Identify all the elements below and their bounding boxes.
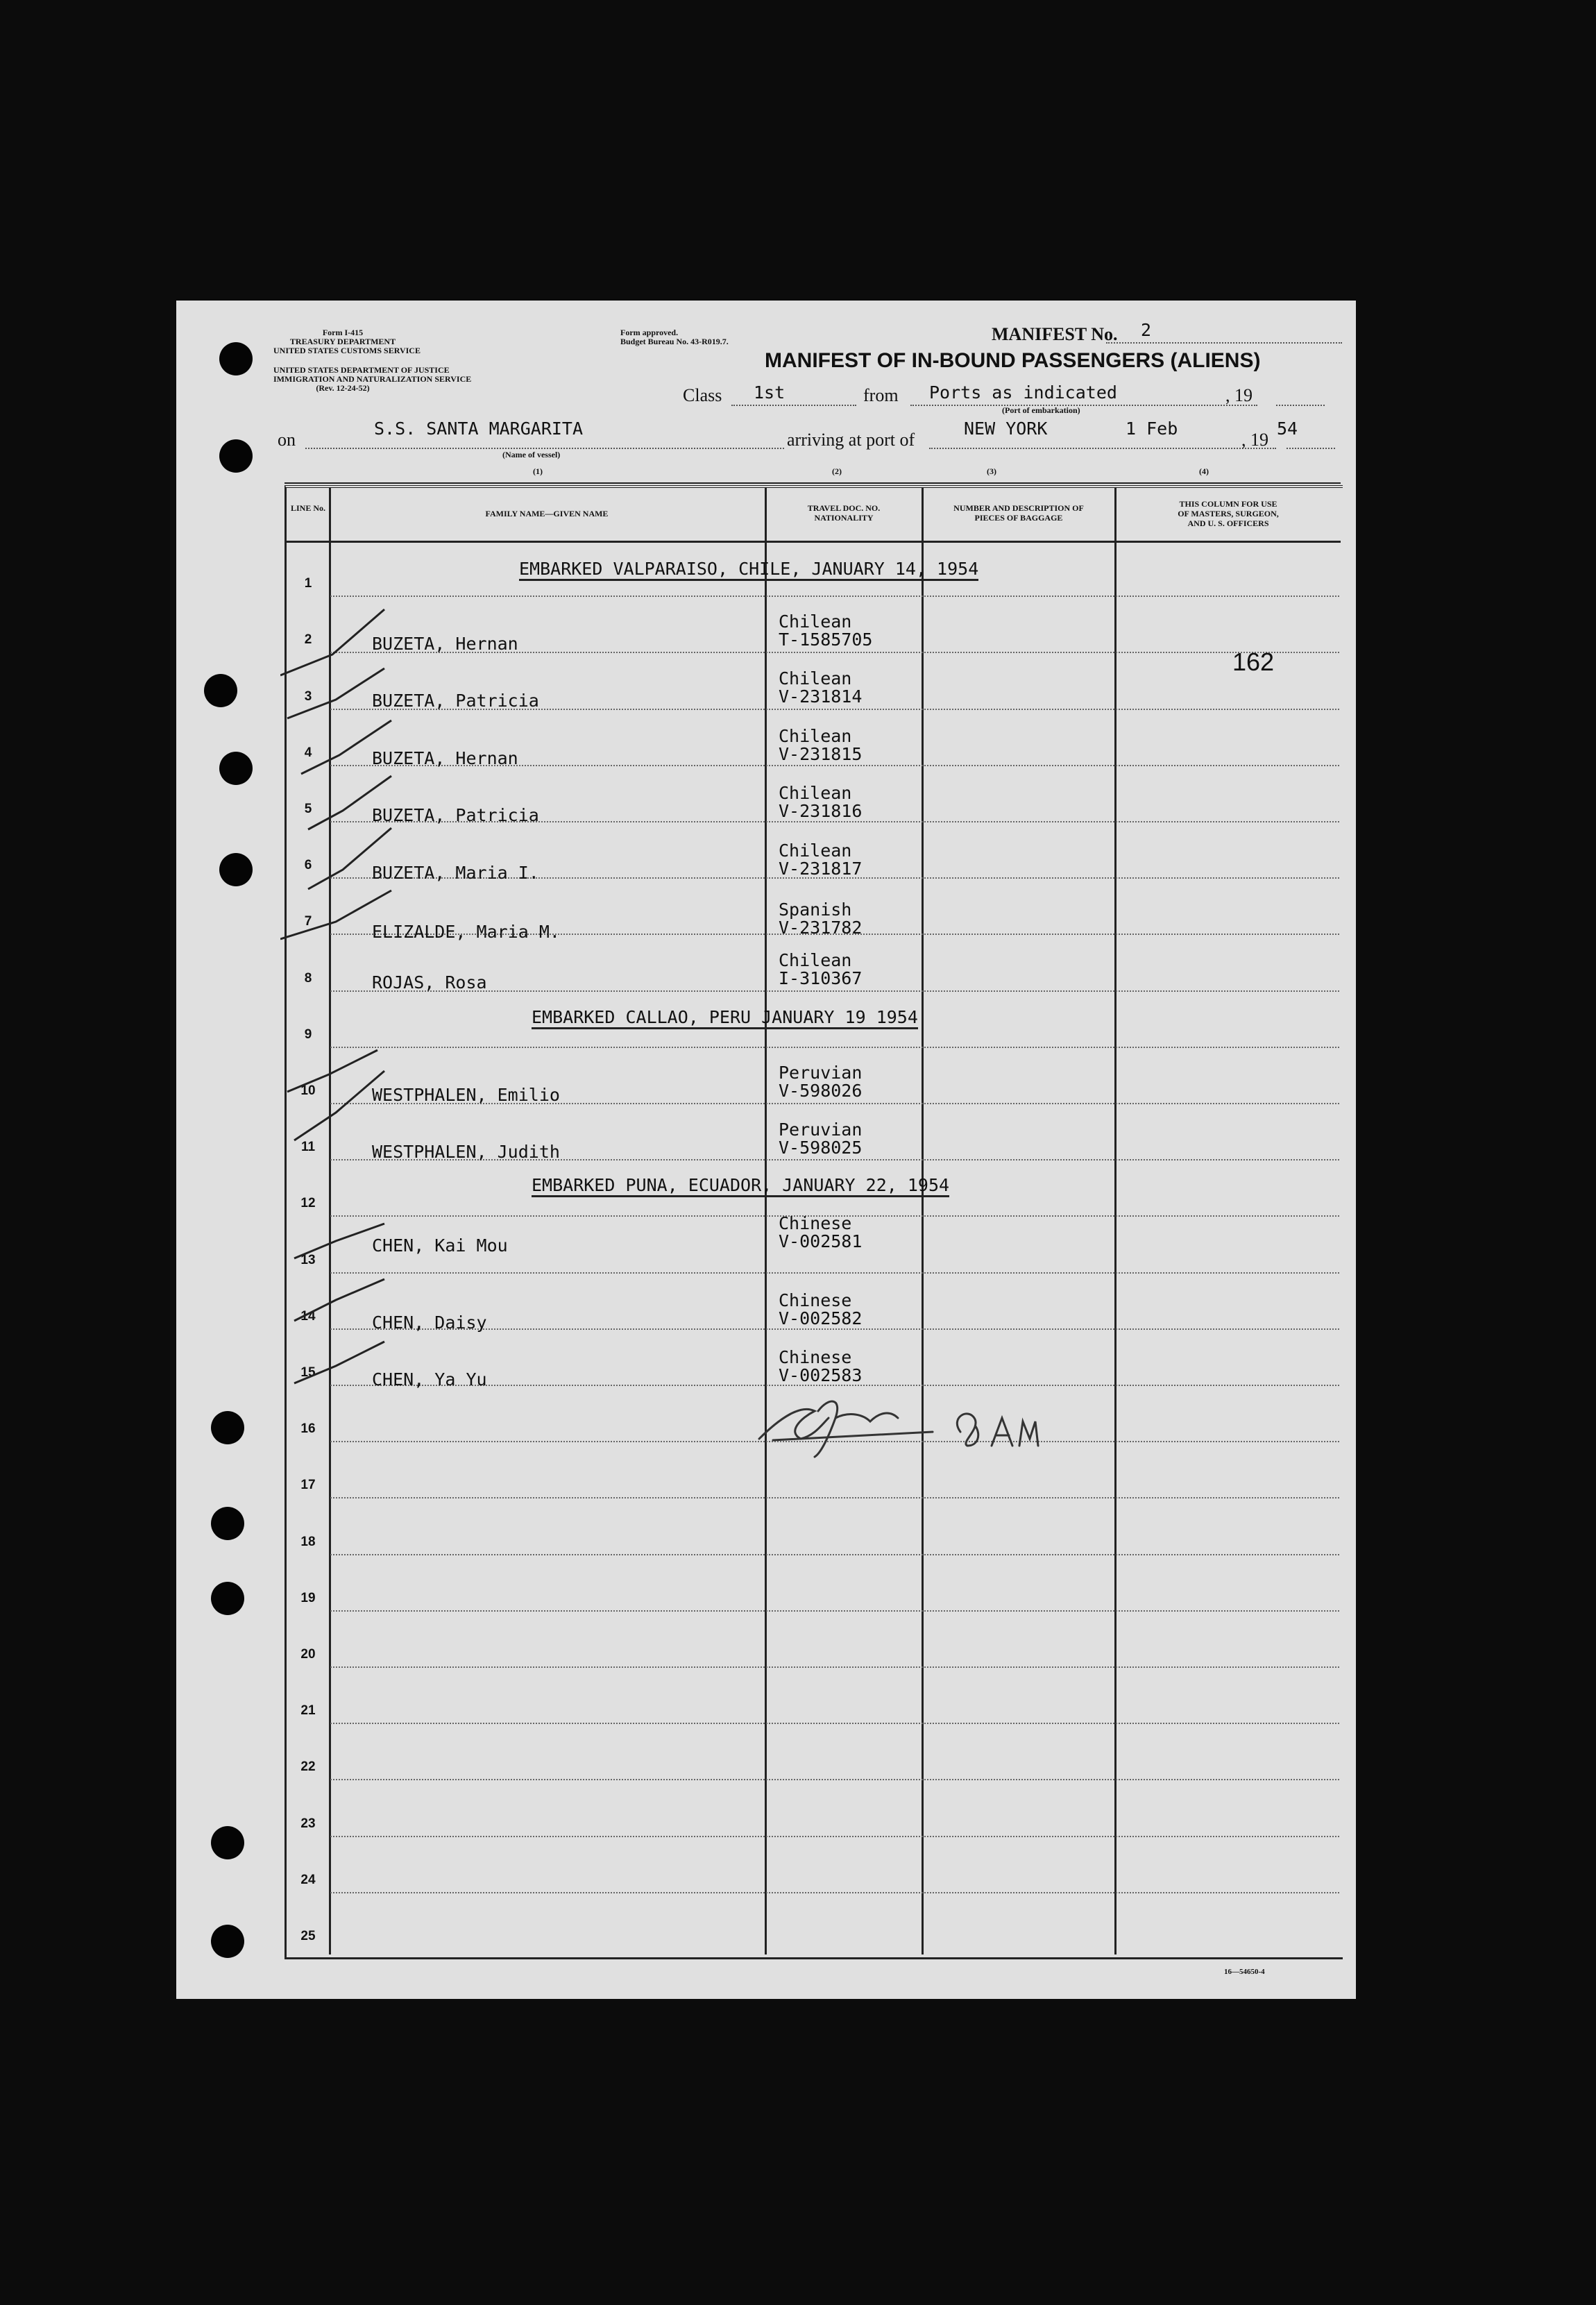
passenger-travel-doc: V-598025 [779,1138,863,1158]
budget-approval [620,328,729,346]
justice-block [273,365,472,393]
line-number: 19 [300,1590,316,1605]
line-number: 20 [300,1647,316,1662]
embarked-heading: EMBARKED VALPARAISO, CHILE, JANUARY 14, 1954 [519,559,978,581]
row-separator [330,596,1339,597]
header-rule [285,541,1341,543]
justice-dept: UNITED STATES DEPARTMENT OF JUSTICE [273,365,450,375]
passenger-name: CHEN, Kai Mou [372,1235,508,1256]
passenger-nationality: Chilean [779,783,852,803]
revision-date: (Rev. 12-24-52) [316,383,370,393]
line-number: 1 [304,576,312,591]
header-line-no: LINE No. [290,503,325,513]
footer-code: 16—54650-4 [1224,1968,1265,1976]
passenger-travel-doc: T-1585705 [779,630,873,650]
header-travel-doc [766,503,922,523]
manifest-number: 2 [1141,320,1152,340]
year-line-1 [1276,405,1325,406]
passenger-nationality: Peruvian [779,1120,863,1140]
passenger-nationality: Chinese [779,1213,852,1233]
line-number: 6 [304,858,312,873]
passenger-name: WESTPHALEN, Emilio [372,1085,560,1105]
header-officers-line2: OF MASTERS, SURGEON, [1178,509,1279,518]
passenger-travel-doc: V-231816 [779,801,863,821]
passenger-nationality: Chinese [779,1347,852,1367]
header-name: FAMILY NAME—GIVEN NAME [485,509,609,518]
passenger-name: CHEN, Ya Yu [372,1369,487,1390]
line-number: 3 [304,689,312,704]
line-number: 17 [300,1478,316,1493]
row-separator [330,1047,1339,1048]
binder-hole [211,1925,244,1958]
line-number: 18 [300,1534,316,1549]
passenger-name: WESTPHALEN, Judith [372,1142,560,1162]
check-marks [280,1043,461,1474]
budget-bureau-no: Budget Bureau No. 43-R019.7. [620,337,729,346]
passenger-nationality: Chilean [779,611,852,632]
arrival-line [929,448,1276,449]
row-separator [330,1666,1339,1668]
class-label: Class [683,385,722,405]
passenger-travel-doc: I-310367 [779,968,863,988]
col-number-3: (3) [987,466,996,476]
row-separator [330,1723,1339,1724]
passenger-name: BUZETA, Patricia [372,691,539,711]
port-embarkation-caption: (Port of embarkation) [1002,405,1080,415]
embarked-heading: EMBARKED PUNA, ECUADOR, JANUARY 22, 1954 [532,1175,949,1197]
form-header-block [273,328,421,355]
line-number: 22 [300,1759,316,1775]
vessel-name: S.S. SANTA MARGARITA [374,419,584,439]
embarked-heading: EMBARKED CALLAO, PERU JANUARY 19 1954 [532,1007,918,1029]
form-number: Form I-415 [322,328,364,337]
line-number: 23 [300,1816,316,1831]
form-approved: Form approved. [620,328,679,337]
line-number: 14 [300,1308,316,1324]
vessel-caption: (Name of vessel) [502,450,561,459]
ins-service: IMMIGRATION AND NATURALIZATION SERVICE [273,374,472,384]
line-number: 16 [300,1421,316,1437]
line-number: 13 [300,1252,316,1267]
passenger-travel-doc: V-002581 [779,1231,863,1251]
line-number: 7 [304,914,312,929]
header-travel-doc-line2: NATIONALITY [814,513,874,523]
binder-hole [204,674,237,707]
col-number-4: (4) [1199,466,1209,476]
row-separator [330,1272,1339,1274]
line-number: 24 [300,1872,316,1887]
passenger-name: ELIZALDE, Maria M. [372,922,560,942]
binder-hole [211,1507,244,1540]
year-line-2 [1287,448,1335,449]
passenger-name: BUZETA, Hernan [372,634,518,654]
row-separator [330,1892,1339,1893]
handwritten-signature [752,1390,1044,1460]
arrival-date: 1 Feb [1126,419,1178,439]
class-value: 1st [754,382,786,403]
stamp-number: 162 [1232,648,1275,676]
passenger-travel-doc: V-231815 [779,744,863,764]
treasury-dept: TREASURY DEPARTMENT [289,337,396,346]
class-line [731,405,856,406]
passenger-travel-doc: V-231817 [779,859,863,879]
header-officers-line3: AND U. S. OFFICERS [1187,518,1269,528]
line-number: 11 [300,1140,316,1155]
col-number-2: (2) [832,466,842,476]
line-number: 2 [304,632,312,648]
passenger-travel-doc: V-002583 [779,1365,863,1385]
row-separator [330,1779,1339,1780]
passenger-name: CHEN, Daisy [372,1312,487,1333]
row-separator [330,1554,1339,1555]
passenger-nationality: Chilean [779,841,852,861]
header-baggage-line1: NUMBER AND DESCRIPTION OF [953,503,1084,513]
line-number: 25 [300,1929,316,1943]
table-top-rule [285,482,1341,484]
line-number: 8 [304,970,312,986]
row-separator [330,1497,1339,1498]
line-number: 4 [304,745,312,760]
header-travel-doc-line1: TRAVEL DOC. NO. [807,503,881,513]
header-officers-line1: THIS COLUMN FOR USE [1179,499,1277,509]
port-of-embarkation: Ports as indicated [929,382,1117,403]
vessel-line [305,448,784,449]
passenger-name: BUZETA, Maria I. [372,863,539,883]
year-label-2: , 19 [1241,430,1268,450]
header-baggage-line2: PIECES OF BAGGAGE [974,513,1063,523]
header-baggage [923,503,1114,523]
arriving-label: arriving at port of [787,430,915,450]
binder-hole [219,853,253,886]
passenger-travel-doc: V-002582 [779,1308,863,1328]
from-label: from [863,385,899,405]
line-number: 9 [304,1027,312,1042]
document-title: MANIFEST OF IN-BOUND PASSENGERS (ALIENS) [765,349,1261,372]
passenger-name: ROJAS, Rosa [372,972,487,993]
manifest-number-line [1106,342,1342,344]
passenger-nationality: Chilean [779,950,852,970]
passenger-travel-doc: V-231782 [779,918,863,938]
binder-hole [219,439,253,473]
from-line [910,405,1257,406]
year-label-1: , 19 [1225,385,1253,405]
row-separator [330,1836,1339,1837]
line-number: 12 [300,1196,316,1211]
col-number-1: (1) [533,466,543,476]
binder-hole [211,1411,244,1444]
manifest-number-label: MANIFEST No. [992,324,1118,344]
binder-hole [211,1826,244,1859]
line-number: 5 [304,802,312,816]
binder-hole [211,1582,244,1615]
binder-hole [219,342,253,375]
passenger-nationality: Chilean [779,668,852,689]
passenger-nationality: Spanish [779,900,852,920]
passenger-travel-doc: V-231814 [779,686,863,707]
passenger-nationality: Peruvian [779,1063,863,1083]
arrival-port: NEW YORK [964,419,1048,439]
header-officers [1116,499,1341,528]
passenger-nationality: Chinese [779,1290,852,1310]
binder-hole [219,752,253,785]
line-number: 10 [300,1083,316,1098]
on-label: on [278,430,296,450]
customs-service: UNITED STATES CUSTOMS SERVICE [273,346,421,355]
manifest-page [176,301,1356,1999]
line-number: 21 [300,1703,316,1719]
line-number: 15 [300,1365,316,1380]
passenger-name: BUZETA, Hernan [372,748,518,768]
passenger-travel-doc: V-598026 [779,1081,863,1101]
check-marks [280,578,461,1022]
row-separator [330,1610,1339,1612]
arrival-year: 54 [1277,419,1298,439]
passenger-name: BUZETA, Patricia [372,805,539,825]
passenger-nationality: Chilean [779,726,852,746]
